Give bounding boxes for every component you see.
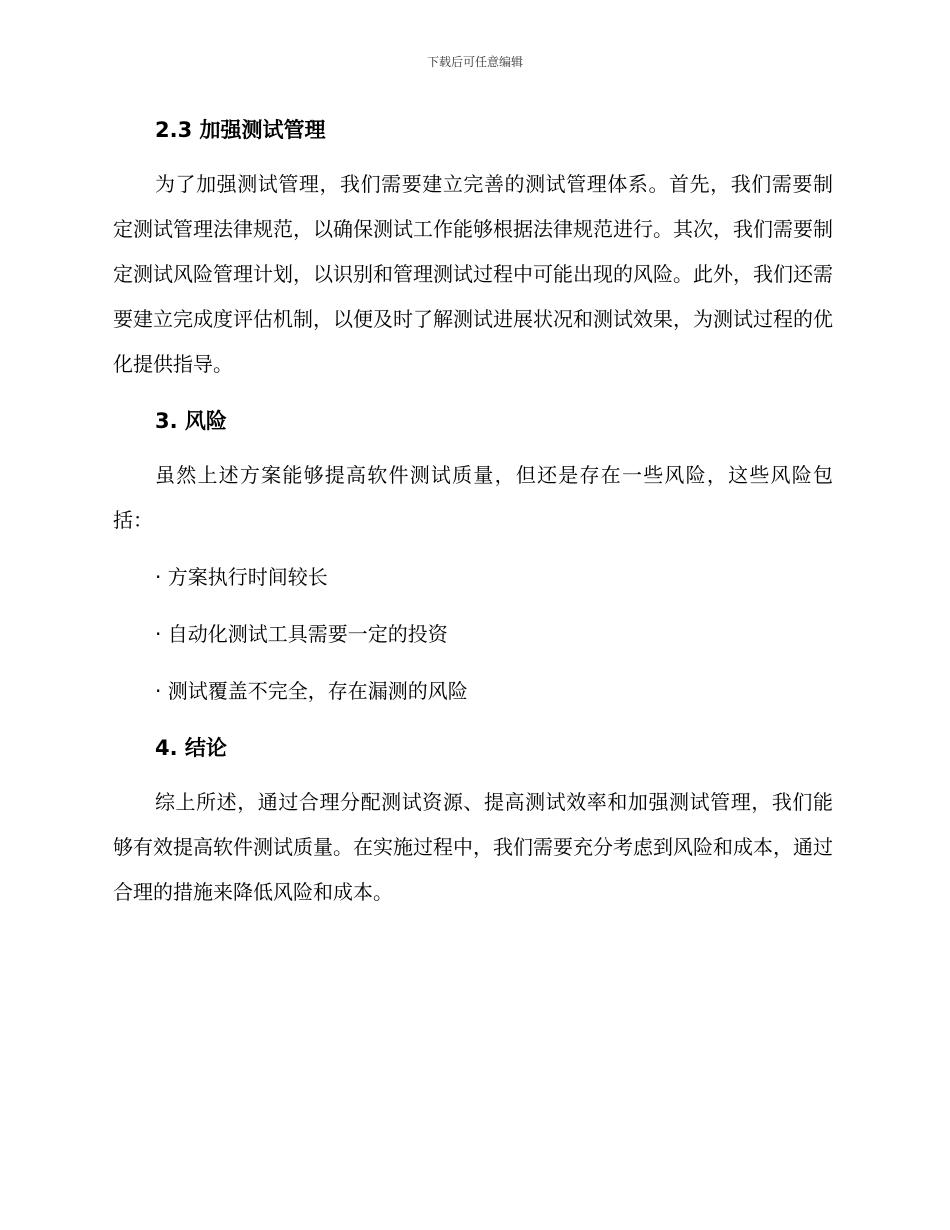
- risk-bullet-item: · 自动化测试工具需要一定的投资: [155, 622, 448, 646]
- paragraph-risk: 虽然上述方案能够提高软件测试质量，但还是存在一些风险，这些风险包括：: [113, 463, 833, 532]
- risk-bullet-item: · 方案执行时间较长: [155, 565, 328, 589]
- section-heading-test-management: 2.3 加强测试管理: [155, 118, 326, 142]
- page-header: 下载后可任意编辑: [426, 55, 523, 69]
- paragraph-conclusion: 综上所述，通过合理分配测试资源、提高测试效率和加强测试管理，我们能够有效提高软件测试质量。在实施过程中，我们需要充分考虑到风险和成本，通过合理的措施来降低风险和成本。: [113, 790, 833, 904]
- section-heading-conclusion: 4. 结论: [155, 736, 227, 760]
- risk-bullet-item: · 测试覆盖不完全，存在漏测的风险: [155, 679, 468, 703]
- paragraph-test-management: 为了加强测试管理，我们需要建立完善的测试管理体系。首先，我们需要制定测试管理法律规范，以确保测试工作能够根据法律规范进行。其次，我们需要制定测试风险管理计划，以识别和管理测试过程中可能出现的风险。此外，我们还需要建立完成度评估机制，以便及时了解测试进展状况和测试效果，为测试过程的优化提供指导。: [113, 172, 833, 376]
- document-body: [113, 108, 833, 927]
- section-heading-risk: 3. 风险: [155, 409, 227, 433]
